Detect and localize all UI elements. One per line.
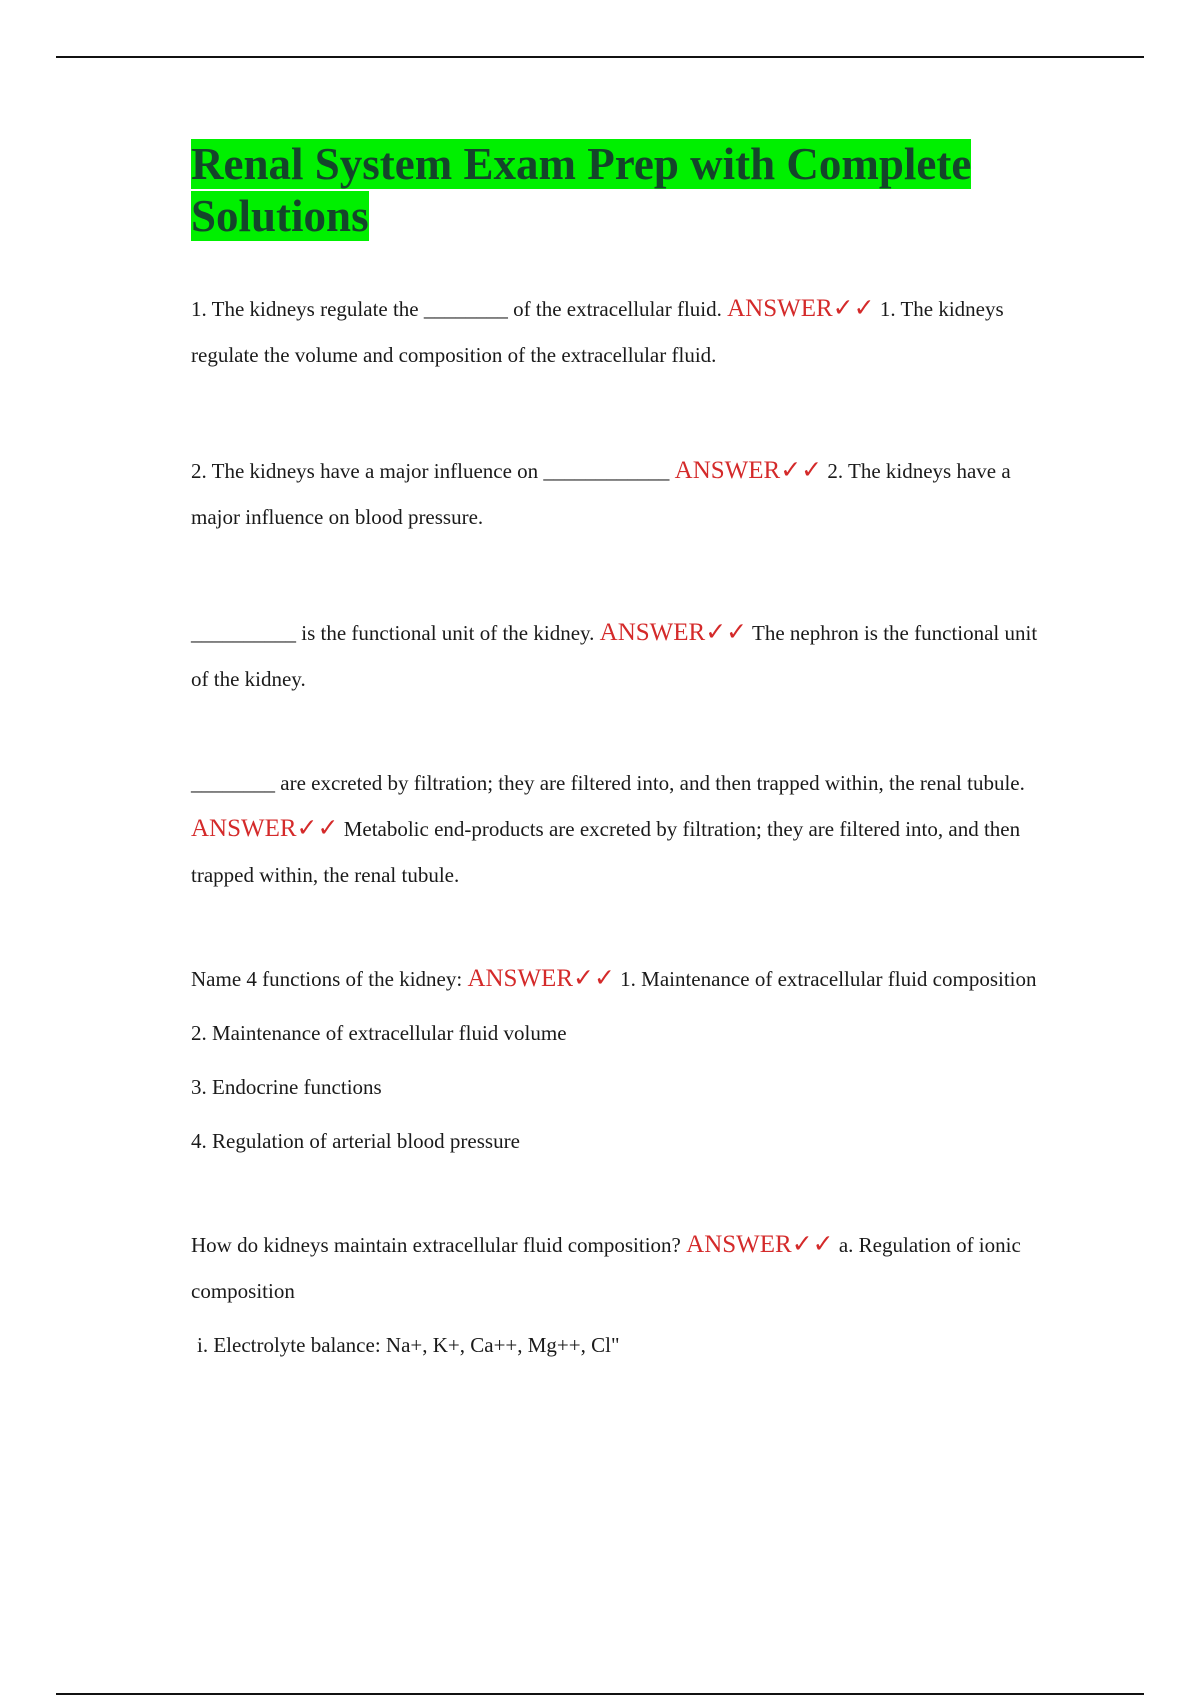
answer-text: The nephron is the functional unit of the kidney.	[191, 621, 1038, 691]
question-text: How do kidneys maintain extracellular fluid composition?	[191, 1233, 681, 1257]
question-text: 2. The kidneys have a major influence on ____________	[191, 459, 670, 483]
footer-rule	[56, 1693, 1144, 1695]
answer-label: ANSWER✓✓	[727, 295, 875, 322]
answer-text: 2. The kidneys have a major influence on blood pressure.	[191, 459, 1011, 529]
question-text: ________ are excreted by filtration; they are filtered into, and then trapped within, the renal tubule.	[191, 771, 1025, 795]
qa-block-3	[191, 610, 1041, 702]
list-item: i. Electrolyte balance: Na+, K+, Ca++, Mg++, Cl"	[197, 1333, 620, 1357]
answer-label: ANSWER✓✓	[674, 457, 823, 484]
answer-text: a. Regulation of ionic composition	[191, 1233, 1021, 1303]
question-text: Name 4 functions of the kidney:	[191, 967, 463, 991]
header-rule	[56, 56, 1144, 58]
answer-text: 1. Maintenance of extracellular fluid composition	[620, 967, 1037, 991]
qa-block-2	[191, 448, 1041, 540]
list-item: 4. Regulation of arterial blood pressure	[191, 1129, 520, 1153]
question-text: 1. The kidneys regulate the ________ of the extracellular fluid.	[191, 297, 722, 321]
answer-label: ANSWER✓✓	[467, 965, 615, 992]
question-text: __________ is the functional unit of the kidney.	[191, 621, 595, 645]
answer-label: ANSWER✓✓	[686, 1231, 834, 1258]
answer-label: ANSWER✓✓	[599, 619, 748, 646]
qa-block-6	[191, 1222, 1041, 1314]
qa-block-1	[191, 286, 1041, 378]
list-item: 3. Endocrine functions	[191, 1075, 382, 1099]
document-title	[191, 138, 1041, 242]
list-item: 2. Maintenance of extracellular fluid volume	[191, 1021, 567, 1045]
answer-text: 1. The kidneys regulate the volume and composition of the extracellular fluid.	[191, 297, 1004, 367]
title-highlight: Renal System Exam Prep with Complete Solutions	[191, 139, 972, 241]
qa-block-5	[191, 956, 1041, 1002]
answer-label: ANSWER✓✓	[191, 815, 339, 842]
document-body	[191, 138, 1041, 1368]
qa-block-4	[191, 760, 1041, 898]
answer-text: Metabolic end-products are excreted by filtration; they are filtered into, and then trapped within, the renal tubule.	[191, 817, 1021, 887]
